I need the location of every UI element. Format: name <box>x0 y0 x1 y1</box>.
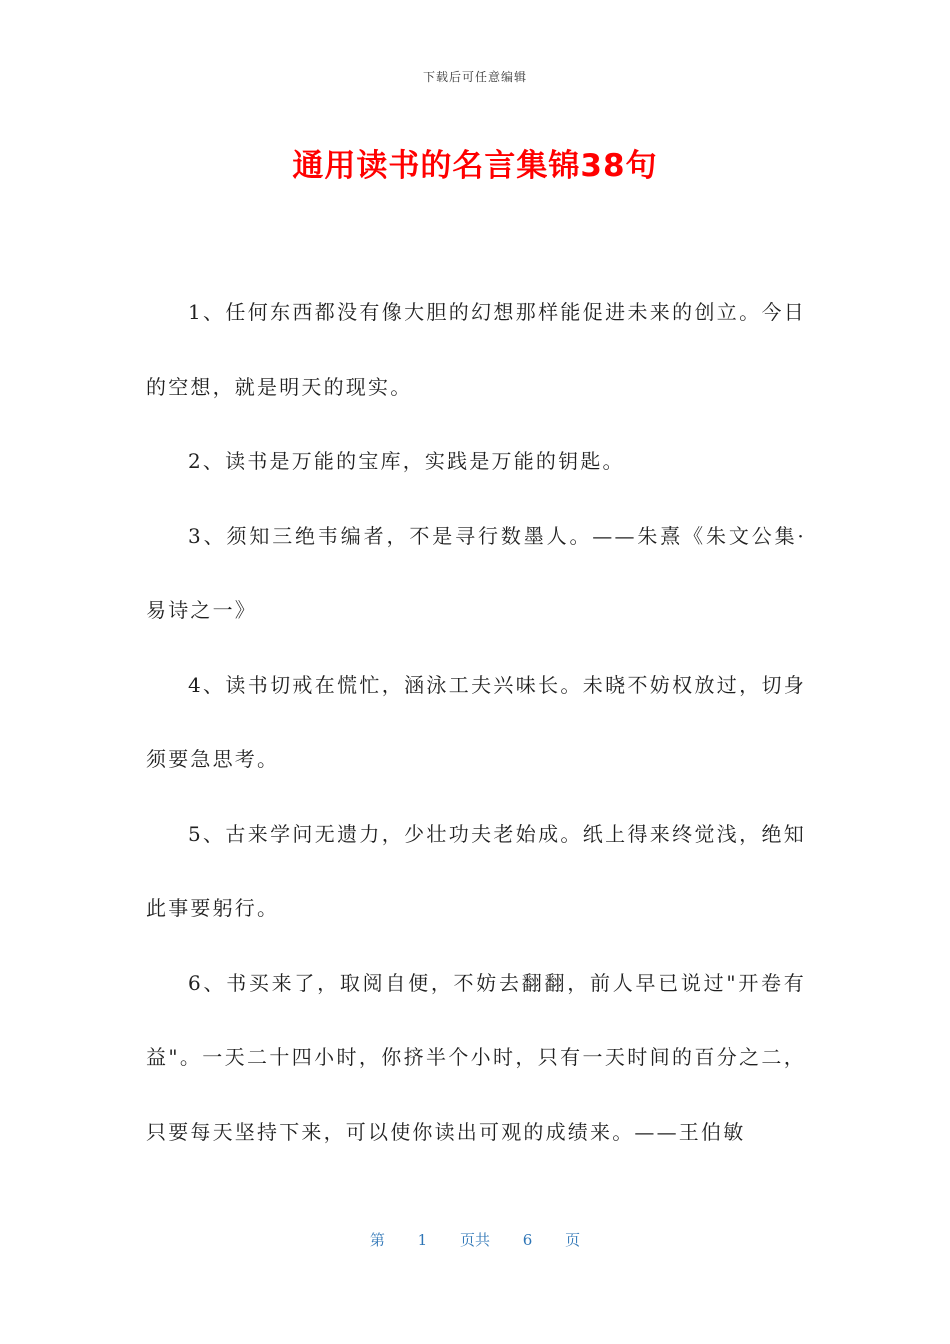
footer-current-page: 1 <box>417 1231 428 1249</box>
paragraph-6: 6、书买来了，取阅自便，不妨去翻翻，前人早已说过"开卷有益"。一天二十四小时，你挤半个小时，只有一天时间的百分之二，只要每天坚持下来，可以使你读出可观的成绩来。——王伯敏 <box>146 970 806 1144</box>
footer-total-prefix: 页共 <box>459 1231 490 1249</box>
paragraph-1: 1、任何东西都没有像大胆的幻想那样能促进未来的创立。今日的空想，就是明天的现实。 <box>146 300 806 399</box>
footer-page-label: 第 <box>369 1231 385 1249</box>
document-body <box>146 275 806 1169</box>
document-title: 通用读书的名言集锦38句 <box>292 148 658 184</box>
footer-total-suffix: 页 <box>565 1231 581 1249</box>
paragraph-2: 2、读书是万能的宝库，实践是万能的钥匙。 <box>188 449 625 473</box>
paragraph-3: 3、须知三绝韦编者，不是寻行数墨人。——朱熹《朱文公集·易诗之一》 <box>146 523 806 622</box>
footer-total-pages: 6 <box>522 1231 533 1249</box>
header-note: 下载后可任意编辑 <box>422 70 527 84</box>
paragraph-4: 4、读书切戒在慌忙，涵泳工夫兴味长。未晓不妨权放过，切身须要急思考。 <box>146 672 806 771</box>
paragraph-5: 5、古来学问无遗力，少壮功夫老始成。纸上得来终觉浅，绝知此事要躬行。 <box>146 821 806 920</box>
page-footer <box>0 1229 950 1250</box>
